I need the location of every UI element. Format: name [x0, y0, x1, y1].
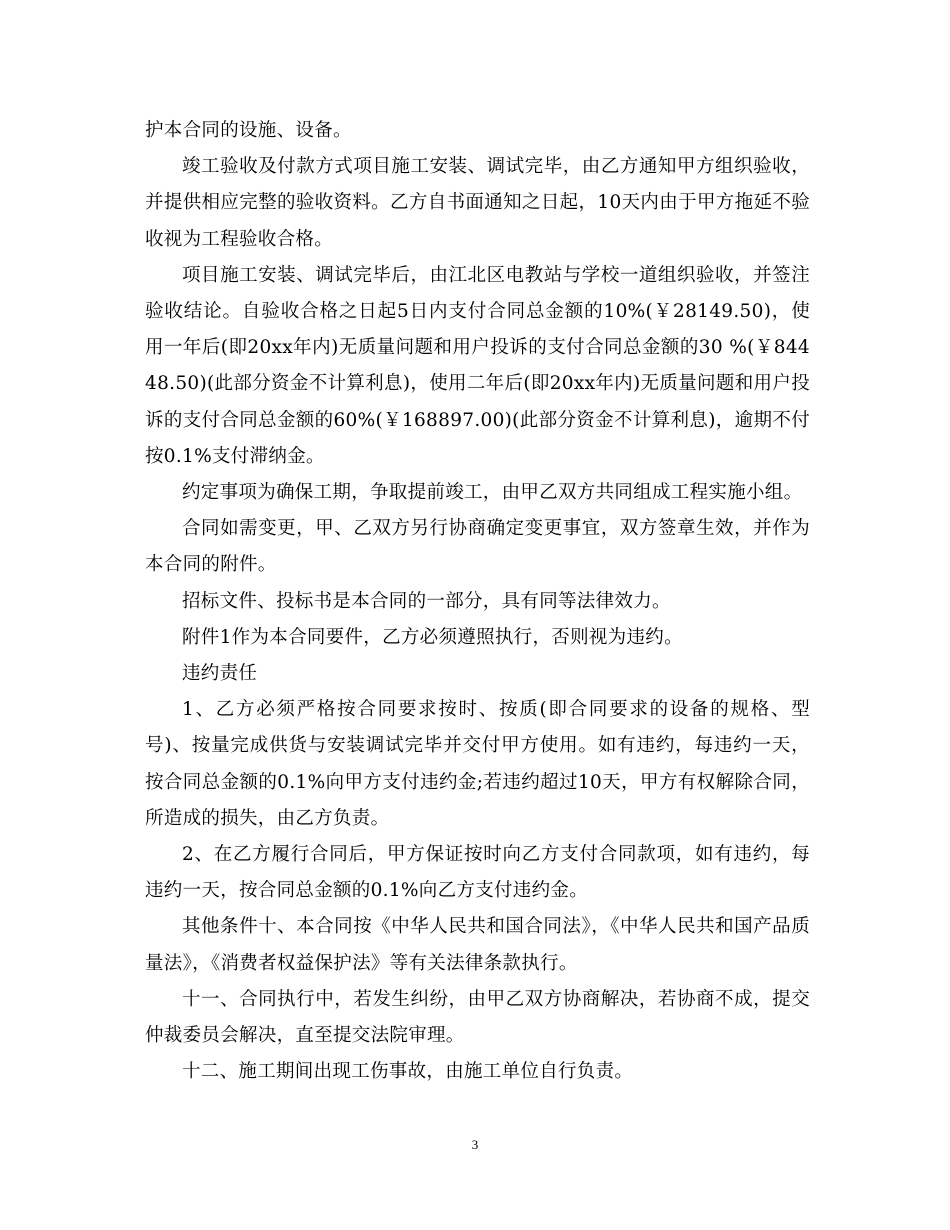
- page-number: 3: [471, 1137, 479, 1152]
- paragraph-7: 附件1作为本合同要件，乙方必须遵照执行，否则视为违约。: [182, 626, 683, 648]
- paragraph-1: 护本合同的设施、设备。: [145, 120, 352, 141]
- paragraph-4: 约定事项为确保工期，争取提前竣工，由甲乙双方共同组成工程实施小组。: [182, 482, 803, 504]
- paragraph-2: 竣工验收及付款方式项目施工安装、调试完毕，由乙方通知甲方组织验收，并提供相应完整的验收资料。乙方自书面通知之日起，10天内由于甲方拖延不验收视为工程验收合格。: [145, 156, 810, 250]
- section-heading-breach-liability: 违约责任: [182, 663, 258, 685]
- paragraph-5: 合同如需变更，甲、乙双方另行协商确定变更事宜，双方签章生效，并作为本合同的附件。: [145, 518, 810, 576]
- document-body: [145, 113, 810, 1090]
- paragraph-11: 其他条件十、本合同按《中华人民共和国合同法》，《中华人民共和国产品质量法》，《消费者权益保护法》等有关法律条款执行。: [145, 916, 810, 974]
- paragraph-9: 1、乙方必须严格按合同要求按时、按质(即合同要求的设备的规格、型号)、按量完成供货与安装调试完毕并交付甲方使用。如有违约，每违约一天，按合同总金额的0.1%向甲方支付违约金;若违约超过10天，甲方有权解除合同，所造成的损失，由乙方负责。: [145, 699, 810, 829]
- paragraph-10: 2、在乙方履行合同后，甲方保证按时向乙方支付合同款项，如有违约，每违约一天，按合同总金额的0.1%向乙方支付违约金。: [145, 844, 810, 902]
- paragraph-13: 十二、施工期间出现工伤事故，由施工单位自行负责。: [182, 1061, 634, 1083]
- paragraph-3: 项目施工安装、调试完毕后，由江北区电教站与学校一道组织验收，并签注验收结论。自验收合格之日起5日内支付合同总金额的10%(￥28149.50)，使用一年后(即20xx年内)无质量问题和用户投诉的支付合同总金额的30 %(￥84448.50)(此部分资金不计算利息)，使用二年后(即20xx年内)无质量问题和用户投诉的支付合同总金额的60%(￥168897.00)(此部分资金不计算利息)，逾期不付按0.1%支付滞纳金。: [145, 264, 810, 467]
- paragraph-12: 十一、合同执行中，若发生纠纷，由甲乙双方协商解决，若协商不成，提交仲裁委员会解决，直至提交法院审理。: [145, 988, 810, 1047]
- paragraph-6: 招标文件、投标书是本合同的一部分，具有同等法律效力。: [182, 590, 671, 612]
